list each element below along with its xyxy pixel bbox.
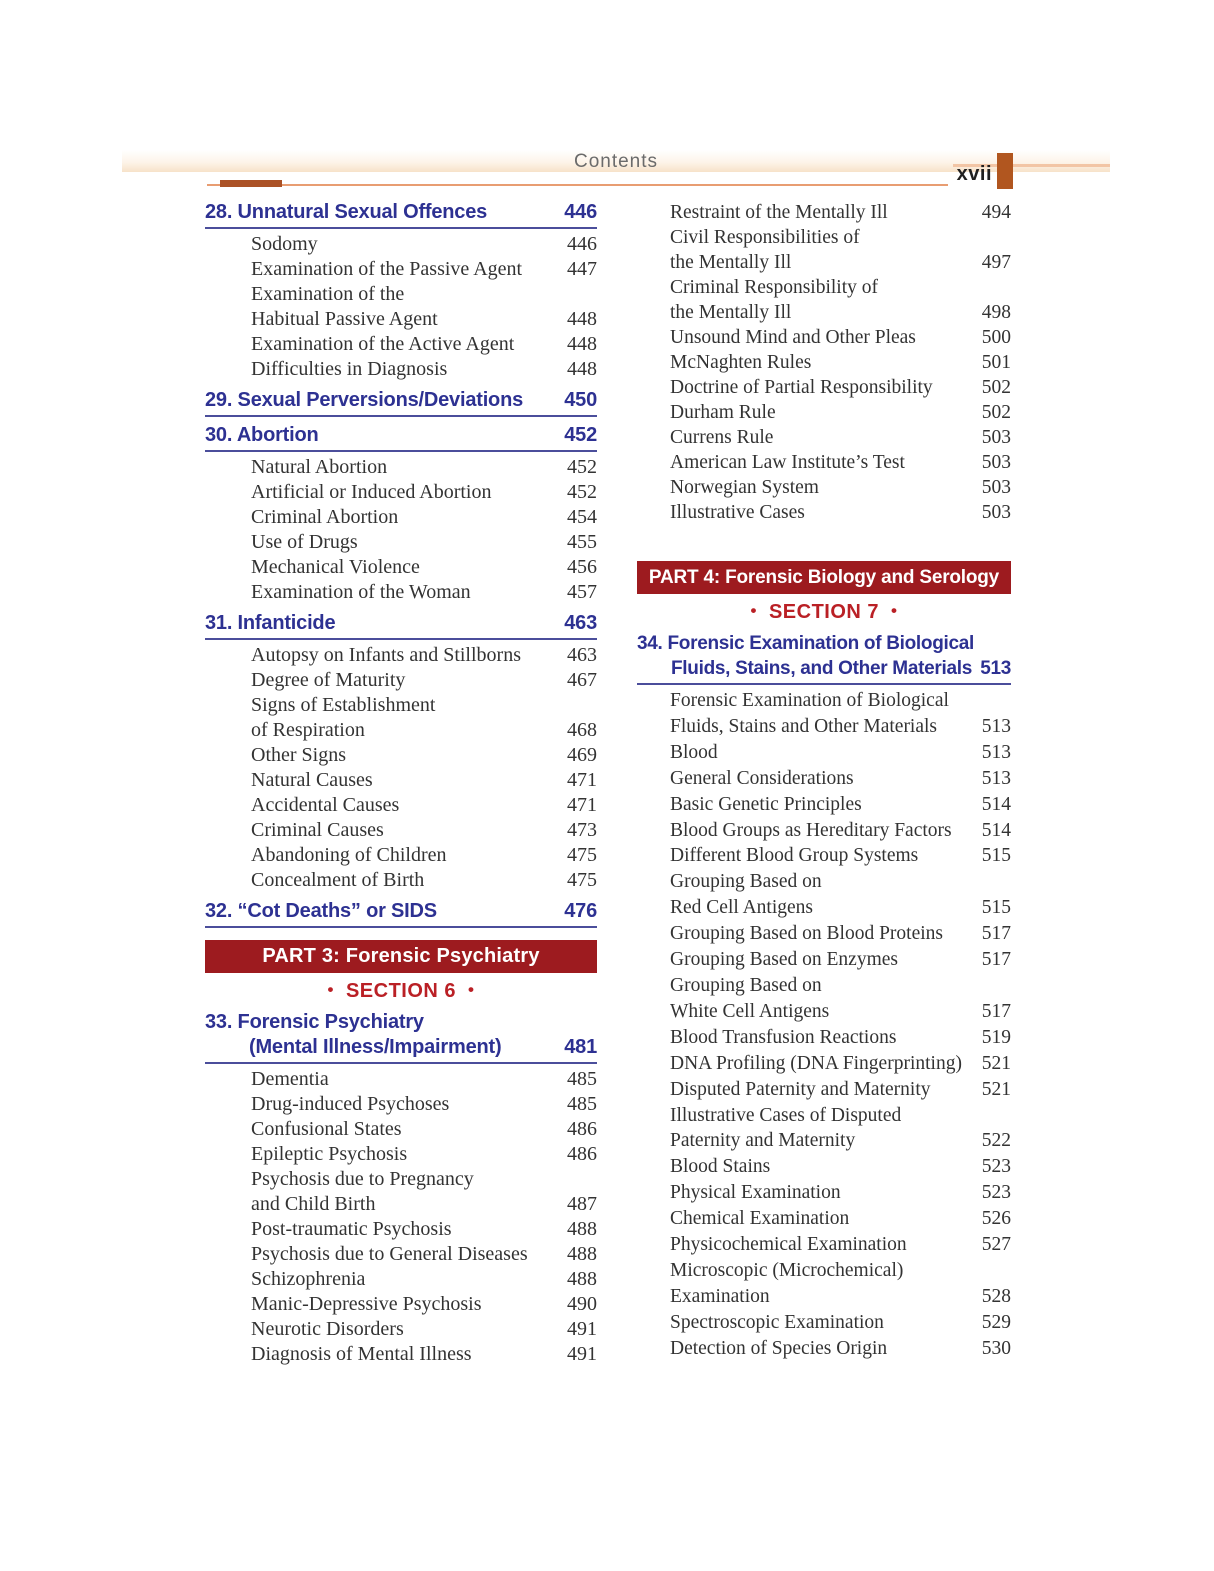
header-rule-accent (220, 180, 282, 187)
toc-entry (205, 332, 597, 357)
entry-page-number: 452 (567, 481, 597, 503)
entry-page-number: 491 (567, 1343, 597, 1365)
toc-entry (637, 1051, 1011, 1077)
entry-title: Examination of the Active Agent (251, 333, 515, 355)
entry-page-number: 488 (567, 1243, 597, 1265)
entry-page-number: 530 (981, 1337, 1011, 1359)
entry-title: Dementia (251, 1068, 329, 1090)
toc-entry (205, 1117, 597, 1142)
entry-page-number: 463 (564, 612, 597, 634)
toc-entry (205, 693, 597, 718)
entry-title: Blood Stains (670, 1156, 771, 1178)
entry-page-number: 476 (564, 900, 597, 922)
toc-entry (637, 895, 1011, 921)
entry-page-number: 513 (981, 767, 1011, 789)
entry-title: (Mental Illness/Impairment) (249, 1036, 502, 1058)
entry-page-number: 523 (981, 1156, 1011, 1178)
entry-title: Physicochemical Examination (670, 1234, 907, 1256)
entry-title: Schizophrenia (251, 1268, 366, 1290)
toc-entry (205, 643, 597, 668)
entry-page-number: 452 (564, 424, 597, 446)
entry-title: Sodomy (251, 233, 318, 255)
entry-title: Blood Transfusion Reactions (670, 1026, 897, 1048)
entry-title: Different Blood Group Systems (670, 845, 919, 867)
entry-title: Diagnosis of Mental Illness (251, 1343, 472, 1365)
entry-page-number: 447 (567, 258, 597, 280)
toc-entry (637, 375, 1011, 400)
chapter-heading-row (205, 899, 597, 924)
toc-entry (205, 768, 597, 793)
toc-entry (637, 921, 1011, 947)
entry-title: Criminal Abortion (251, 506, 399, 528)
entry-page-number: 488 (567, 1218, 597, 1240)
entry-title: Illustrative Cases (670, 502, 805, 523)
entry-page-number: 486 (567, 1118, 597, 1140)
entry-title: Natural Causes (251, 769, 373, 791)
toc-entry (637, 325, 1011, 350)
entry-title: 29. Sexual Perversions/Deviations (205, 389, 524, 411)
entry-title: Restraint of the Mentally Ill (670, 202, 888, 223)
toc-entry (205, 530, 597, 555)
entry-page-number: 446 (564, 201, 597, 223)
entry-title: Grouping Based on Blood Proteins (670, 923, 943, 945)
entry-title: Detection of Species Origin (670, 1337, 888, 1359)
entry-title: American Law Institute’s Test (670, 452, 905, 473)
entry-page-number: 529 (981, 1311, 1011, 1333)
entry-list (637, 688, 1011, 1362)
entry-page-number: 521 (981, 1078, 1011, 1100)
entry-page-number: 517 (981, 949, 1011, 971)
entry-page-number: 515 (981, 897, 1011, 919)
entry-title: Grouping Based on Enzymes (670, 949, 899, 971)
toc-entry (205, 818, 597, 843)
chapter-heading (205, 423, 597, 452)
toc-entry (205, 555, 597, 580)
entry-title: DNA Profiling (DNA Fingerprinting) (670, 1052, 962, 1074)
entry-page-number: 513 (981, 715, 1011, 737)
entry-title: Spectroscopic Examination (670, 1311, 884, 1333)
section-heading (637, 600, 1011, 625)
entry-title: Examination (670, 1285, 770, 1307)
toc-entry (637, 818, 1011, 844)
entry-title: Durham Rule (670, 402, 776, 423)
toc-entry (637, 714, 1011, 740)
toc-entry (637, 1154, 1011, 1180)
entry-title: Examination of the Passive Agent (251, 258, 523, 280)
entry-page-number: 494 (981, 202, 1011, 223)
toc-entry (205, 357, 597, 382)
part-banner (205, 940, 597, 973)
entry-title: Civil Responsibilities of (670, 227, 860, 248)
toc-entry (637, 1336, 1011, 1362)
toc-entry (205, 1317, 597, 1342)
section-bullet: • (468, 980, 475, 999)
entry-title: Fluids, Stains and Other Materials (670, 715, 938, 737)
toc-entry (205, 668, 597, 693)
entry-page-number: 500 (981, 327, 1011, 348)
entry-title: Neurotic Disorders (251, 1318, 404, 1340)
entry-list (205, 1067, 597, 1367)
entry-title: Autopsy on Infants and Stillborns (251, 644, 521, 666)
entry-title: Concealment of Birth (251, 869, 425, 891)
toc-entry (205, 580, 597, 605)
toc-entry (637, 843, 1011, 869)
entry-page-number: 497 (981, 252, 1011, 273)
entry-title: 30. Abortion (205, 424, 319, 446)
entry-title: Blood (670, 741, 718, 763)
entry-title: Disputed Paternity and Maternity (670, 1078, 931, 1100)
section-bullet: • (327, 980, 334, 999)
toc-entry (205, 793, 597, 818)
page-corner-mark (997, 153, 1013, 189)
entry-title: 28. Unnatural Sexual Offences (205, 201, 488, 223)
entry-page-number: 468 (567, 719, 597, 741)
toc-entry (205, 1342, 597, 1367)
entry-page-number: 490 (567, 1293, 597, 1315)
entry-title: Habitual Passive Agent (251, 308, 438, 330)
entry-page-number: 502 (981, 402, 1011, 423)
toc-entry (205, 743, 597, 768)
toc-entry (205, 505, 597, 530)
toc-entry (637, 1206, 1011, 1232)
toc-entry (205, 1092, 597, 1117)
entry-title: Doctrine of Partial Responsibility (670, 377, 933, 398)
entry-page-number: 498 (981, 302, 1011, 323)
entry-title: Physical Examination (670, 1182, 841, 1204)
entry-title: Difficulties in Diagnosis (251, 358, 448, 380)
entry-page-number: 527 (981, 1234, 1011, 1256)
toc-entry (205, 455, 597, 480)
entry-page-number: 485 (567, 1093, 597, 1115)
entry-page-number: 513 (981, 741, 1011, 763)
entry-title: of Respiration (251, 719, 365, 741)
entry-page-number: 448 (567, 308, 597, 330)
entry-page-number: 503 (981, 477, 1011, 498)
entry-title: Use of Drugs (251, 531, 358, 553)
toc-entry (205, 1167, 597, 1192)
entry-title: Grouping Based on (670, 871, 822, 893)
toc-entry (637, 475, 1011, 500)
toc-entry (637, 1310, 1011, 1336)
entry-page-number: 471 (567, 769, 597, 791)
entry-title: Psychosis due to General Diseases (251, 1243, 528, 1265)
toc-entry (205, 1292, 597, 1317)
entry-page-number: 450 (564, 389, 597, 411)
entry-page-number: 486 (567, 1143, 597, 1165)
chapter-heading-row (205, 1035, 597, 1060)
toc-entry (637, 275, 1011, 300)
toc-entry (205, 843, 597, 868)
toc-entry (205, 1217, 597, 1242)
chapter-heading (205, 611, 597, 640)
entry-page-number: 503 (981, 452, 1011, 473)
chapter-heading (205, 1010, 597, 1064)
entry-title: Post-traumatic Psychosis (251, 1218, 452, 1240)
entry-page-number: 485 (567, 1068, 597, 1090)
entry-title: Manic-Depressive Psychosis (251, 1293, 482, 1315)
toc-entry (205, 1267, 597, 1292)
toc-entry (205, 718, 597, 743)
toc-entry (637, 792, 1011, 818)
right-column (637, 200, 1011, 1362)
toc-entry (205, 1242, 597, 1267)
entry-title: Forensic Examination of Biological (670, 690, 949, 711)
toc-entry (637, 200, 1011, 225)
entry-title: Degree of Maturity (251, 669, 406, 691)
entry-title: 32. “Cot Deaths” or SIDS (205, 900, 437, 922)
toc-entry (637, 766, 1011, 792)
part-banner-label: PART 3: Forensic Psychiatry (262, 945, 540, 967)
section-label: SECTION 7 (768, 601, 880, 623)
toc-entry (637, 947, 1011, 973)
entry-page-number: 519 (981, 1026, 1011, 1048)
section-bullet: • (750, 601, 757, 620)
entry-title: Criminal Responsibility of (670, 277, 878, 298)
chapter-heading-row (205, 1010, 597, 1035)
entry-page-number: 503 (981, 427, 1011, 448)
entry-title: Criminal Causes (251, 819, 384, 841)
toc-entry (637, 1258, 1011, 1284)
entry-title: Basic Genetic Principles (670, 793, 862, 815)
entry-page-number: 455 (567, 531, 597, 553)
section-bullet: • (891, 601, 898, 620)
entry-title: 33. Forensic Psychiatry (205, 1011, 424, 1033)
entry-page-number: 475 (567, 869, 597, 891)
entry-page-number: 467 (567, 669, 597, 691)
page-header-title: Contents (573, 151, 659, 172)
toc-entry (637, 300, 1011, 325)
entry-title: Grouping Based on (670, 974, 822, 996)
toc-entry (637, 688, 1011, 714)
toc-entry (637, 450, 1011, 475)
entry-title: Artificial or Induced Abortion (251, 481, 492, 503)
entry-title: Paternity and Maternity (670, 1130, 856, 1152)
entry-title: Drug-induced Psychoses (251, 1093, 450, 1115)
entry-page-number: 514 (981, 819, 1011, 841)
toc-entry (637, 1103, 1011, 1129)
entry-page-number: 501 (981, 352, 1011, 373)
entry-page-number: 457 (567, 581, 597, 603)
entry-title: White Cell Antigens (670, 1000, 830, 1022)
toc-entry (637, 1128, 1011, 1154)
header-rule (207, 184, 948, 186)
entry-page-number: 502 (981, 377, 1011, 398)
toc-entry (637, 1232, 1011, 1258)
chapter-heading (205, 899, 597, 928)
entry-page-number: 475 (567, 844, 597, 866)
entry-page-number: 471 (567, 794, 597, 816)
chapter-heading-row (205, 388, 597, 413)
part-banner (637, 561, 1011, 594)
entry-page-number: 513 (980, 658, 1011, 679)
entry-title: Microscopic (Microchemical) (670, 1259, 904, 1281)
chapter-heading-row (637, 656, 1011, 681)
entry-title: Confusional States (251, 1118, 402, 1140)
section-label: SECTION 6 (345, 980, 457, 1002)
entry-title: Red Cell Antigens (670, 897, 813, 919)
entry-list (205, 455, 597, 605)
toc-entry (637, 500, 1011, 525)
toc-entry (205, 1142, 597, 1167)
chapter-heading-row (205, 611, 597, 636)
entry-page-number: 528 (981, 1285, 1011, 1307)
entry-title: McNaghten Rules (670, 352, 812, 373)
entry-page-number: 448 (567, 333, 597, 355)
entry-title: Accidental Causes (251, 794, 400, 816)
entry-title: Fluids, Stains, and Other Materials (671, 658, 972, 679)
toc-entry (205, 868, 597, 893)
part-banner-label: PART 4: Forensic Biology and Serology (648, 566, 1000, 588)
entry-page-number: 463 (567, 644, 597, 666)
chapter-heading (637, 631, 1011, 685)
toc-entry (205, 282, 597, 307)
toc-entry (637, 250, 1011, 275)
chapter-heading (205, 388, 597, 417)
toc-entry (637, 740, 1011, 766)
folio-page-number: xvii (956, 163, 992, 185)
left-column (205, 200, 597, 1367)
entry-title: Examination of the (251, 283, 405, 305)
entry-title: Unsound Mind and Other Pleas (670, 327, 916, 348)
toc-entry (205, 1192, 597, 1217)
entry-page-number: 523 (981, 1182, 1011, 1204)
chapter-heading-row (205, 423, 597, 448)
entry-title: Currens Rule (670, 427, 774, 448)
entry-title: Examination of the Woman (251, 581, 471, 603)
entry-title: 34. Forensic Examination of Biological (637, 633, 975, 654)
toc-entry (637, 1284, 1011, 1310)
entry-page-number: 517 (981, 923, 1011, 945)
chapter-heading-row (205, 200, 597, 225)
entry-title: the Mentally Ill (670, 252, 792, 273)
entry-page-number: 469 (567, 744, 597, 766)
toc-entry (205, 257, 597, 282)
entry-title: Blood Groups as Hereditary Factors (670, 819, 952, 841)
entry-page-number: 456 (567, 556, 597, 578)
entry-title: Natural Abortion (251, 456, 388, 478)
entry-page-number: 448 (567, 358, 597, 380)
entry-page-number: 514 (981, 793, 1011, 815)
section-heading (205, 979, 597, 1004)
entry-title: the Mentally Ill (670, 302, 792, 323)
entry-list (637, 200, 1011, 525)
entry-page-number: 521 (981, 1052, 1011, 1074)
entry-page-number: 473 (567, 819, 597, 841)
entry-page-number: 517 (981, 1000, 1011, 1022)
entry-page-number: 526 (981, 1208, 1011, 1230)
entry-page-number: 487 (567, 1193, 597, 1215)
toc-entry (637, 400, 1011, 425)
toc-entry (637, 1180, 1011, 1206)
entry-title: Epileptic Psychosis (251, 1143, 408, 1165)
entry-title: Abandoning of Children (251, 844, 447, 866)
chapter-heading (205, 200, 597, 229)
entry-page-number: 522 (981, 1130, 1011, 1152)
entry-title: Psychosis due to Pregnancy (251, 1168, 474, 1190)
entry-page-number: 481 (564, 1036, 597, 1058)
entry-page-number: 491 (567, 1318, 597, 1340)
entry-title: Other Signs (251, 744, 346, 766)
toc-entry (637, 869, 1011, 895)
toc-entry (637, 425, 1011, 450)
toc-entry (637, 350, 1011, 375)
entry-title: Mechanical Violence (251, 556, 420, 578)
entry-list (205, 643, 597, 893)
toc-entry (637, 973, 1011, 999)
chapter-heading-row (637, 631, 1011, 656)
toc-entry (637, 999, 1011, 1025)
toc-entry (205, 1067, 597, 1092)
entry-page-number: 446 (567, 233, 597, 255)
entry-page-number: 454 (567, 506, 597, 528)
entry-title: Norwegian System (670, 477, 819, 498)
entry-title: and Child Birth (251, 1193, 376, 1215)
toc-entry (637, 225, 1011, 250)
entry-title: Chemical Examination (670, 1208, 850, 1230)
entry-title: Illustrative Cases of Disputed (670, 1104, 902, 1126)
toc-entry (637, 1077, 1011, 1103)
toc-entry (205, 307, 597, 332)
entry-page-number: 452 (567, 456, 597, 478)
entry-title: 31. Infanticide (205, 612, 336, 634)
entry-list (205, 232, 597, 382)
toc-entry (637, 1025, 1011, 1051)
entry-title: Signs of Establishment (251, 694, 436, 716)
toc-entry (205, 480, 597, 505)
entry-page-number: 503 (981, 502, 1011, 523)
entry-title: General Considerations (670, 767, 854, 789)
entry-page-number: 515 (981, 845, 1011, 867)
entry-page-number: 488 (567, 1268, 597, 1290)
toc-entry (205, 232, 597, 257)
